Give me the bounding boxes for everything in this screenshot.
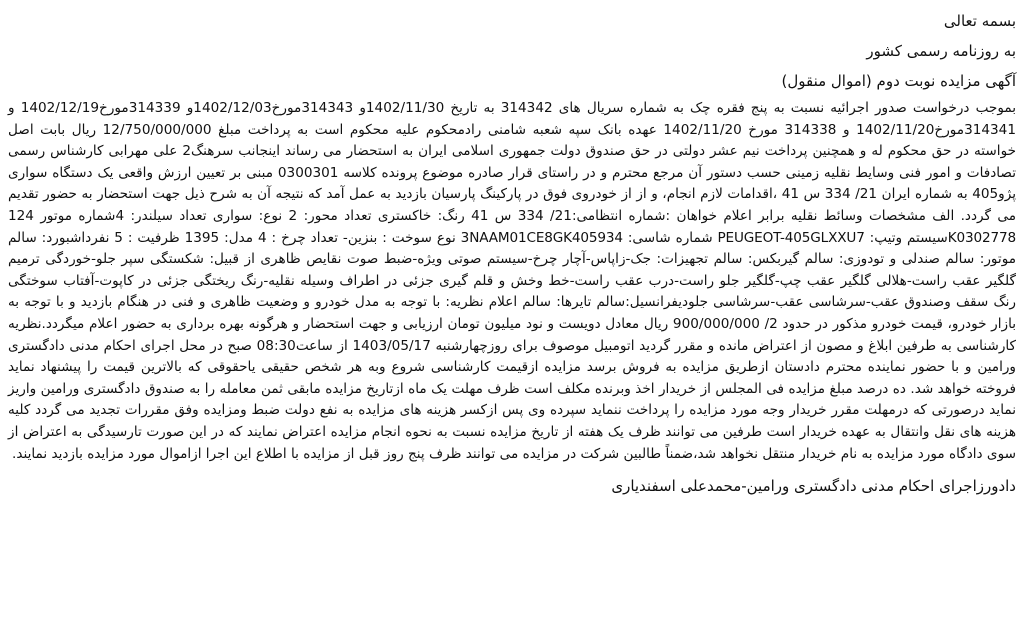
recipient: به روزنامه رسمی کشور [866, 42, 1016, 60]
notice-title: آگهی مزایده نوبت دوم (اموال منقول) [781, 72, 1016, 90]
notice-body: بموجب درخواست صدور اجرائیه نسبت به پنج فقره چک به شماره سریال های 314342 به تاریخ 1402/11/30و 314343مورخ1402/12/03و 314339مورخ1402/12/19 و 314341مورخ1402/11/20 و 314338 مورخ 1402/11/20 عهده بانک سپه شعبه شامنی رادمحکوم علیه محکوم است به پرداخت مبلغ 12/750/000/000 ریال بابت اصل خواسته در حق محکوم له و همچنین پرداخت نیم عشر دولتی در حق صندوق دولت جمهوری اسلامی ایران به استحضار می رساند اینجانب سرهنگ2 علی مهرابی کارشناس رسمی تصادفات و امور فنی وسایط نقلیه زمینی حسب دستور آن مرجع محترم و در راستای قرار صادره موضوع پرونده کلاسه 0300301 مبنی بر تعیین ارزش واقعی یک دستگاه سواری پژو405 به شماره ایران 21/ 334 س 41 ،اقدامات لازم انجام، و از از خودروی فوق در پارکینگ پارسیان بازدید به عمل آمد که نتیجه آن به شرح ذیل جهت استحضار به حضور تقدیم می گردد. الف مشخصات وسائط نقلیه برابر اعلام خواهان :شماره انتظامی:21/ 334 س 41 رنگ: خاکستری تعداد محور: 2 نوع: سواری تعداد سیلندر: 4شماره موتور 124 K0302778سیستم وتیپ: PEUGEOT-405GLXXU7 شماره شاسی: 3NAAM01CE8GK405934 نوع سوخت : بنزین- تعداد چرخ : 4 مدل: 1395 ظرفیت : 5 نفرداشبورد: سالم موتور: سالم صندلی و تودوزی: سالم گیربکس: سالم تجهیزات: جک-زاپاس-آچار چرخ-سیستم صوتی ویژه-ضبط صوت نقایص ظاهری از قبیل: شکستگی سپر جلو-خوردگی ترمیم گلگیر عقب راست-هلالی گلگیر عقب چپ-گلگیر جلو راست-درب عقب راست-خط وخش و قلم گیری جزئی در اطراف وسیله نقلیه-رنگ ریختگی جزئی در کاپوت-آفتاب سوختگی رنگ سقف وصندوق عقب-سرشاسی عقب-سرشاسی جلودیفرانسیل:سالم تایرها: سالم اعلام نظریه: با توجه به مدل خودرو و وضعیت ظاهری و فنی در هنگام بازدید و با توجه به بازار خودرو، قیمت خودرو مذکور در حدود 2/ 900/000/000 ریال معادل دویست و نود میلیون تومان ارزیابی و جهت استحضار و هرگونه بهره برداری به حضور اعلام میگردد.نظریه کارشناسی به طرفین ابلاغ و مصون از اعتراض مانده و مقرر گردید اتومبیل موصوف برای روزچهارشنبه 1403/05/17 از ساعت08:30 صبح در محل اجرای احکام مدنی دادگستری ورامین و با حضور نماینده محترم دادستان ازطریق مزایده به فروش برسد مزایده ازقیمت کارشناسی شروع وبه هر شخص حقیقی یاحقوقی که بالاترین قیمت را پیشنهاد نماید فروخته خواهد شد. ده درصد مبلغ مزایده فی المجلس از خریدار اخذ وبرنده مکلف است ظرف مهلت یک ماه ازتاریخ مزایده مابقی ثمن معامله را به صندوق دادگستری ورامین واریز نماید درصورتی که درمهلت مقرر خریدار وجه مورد مزایده را پرداخت ننماید سپرده وی پس ازکسر هزینه های مزایده به نفع دولت ضبط ومزایده وفق مقررات تجدید می گردد کلیه هزینه های نقل وانتقال به عهده خریدار است طرفین می توانند ظرف یک هفته از تاریخ مزایده نسبت به نحوه انجام مزایده اعتراض نمایند که در این صورت تارسیدگی به اعتراض از سوی دادگاه مورد مزایده به نام خریدار منتقل نخواهد شد،ضمناً طالبین شرکت در مزایده می توانند ظرف پنج روز قبل از مزایده با اطلاع این اجرا ازاموال مورد مزایده بازدید نمایند. [8, 100, 1017, 462]
salutation: بسمه تعالی [943, 12, 1016, 30]
signature: دادورزاجرای احکام مدنی دادگستری ورامین-محمدعلی اسفندیاری [611, 477, 1016, 496]
